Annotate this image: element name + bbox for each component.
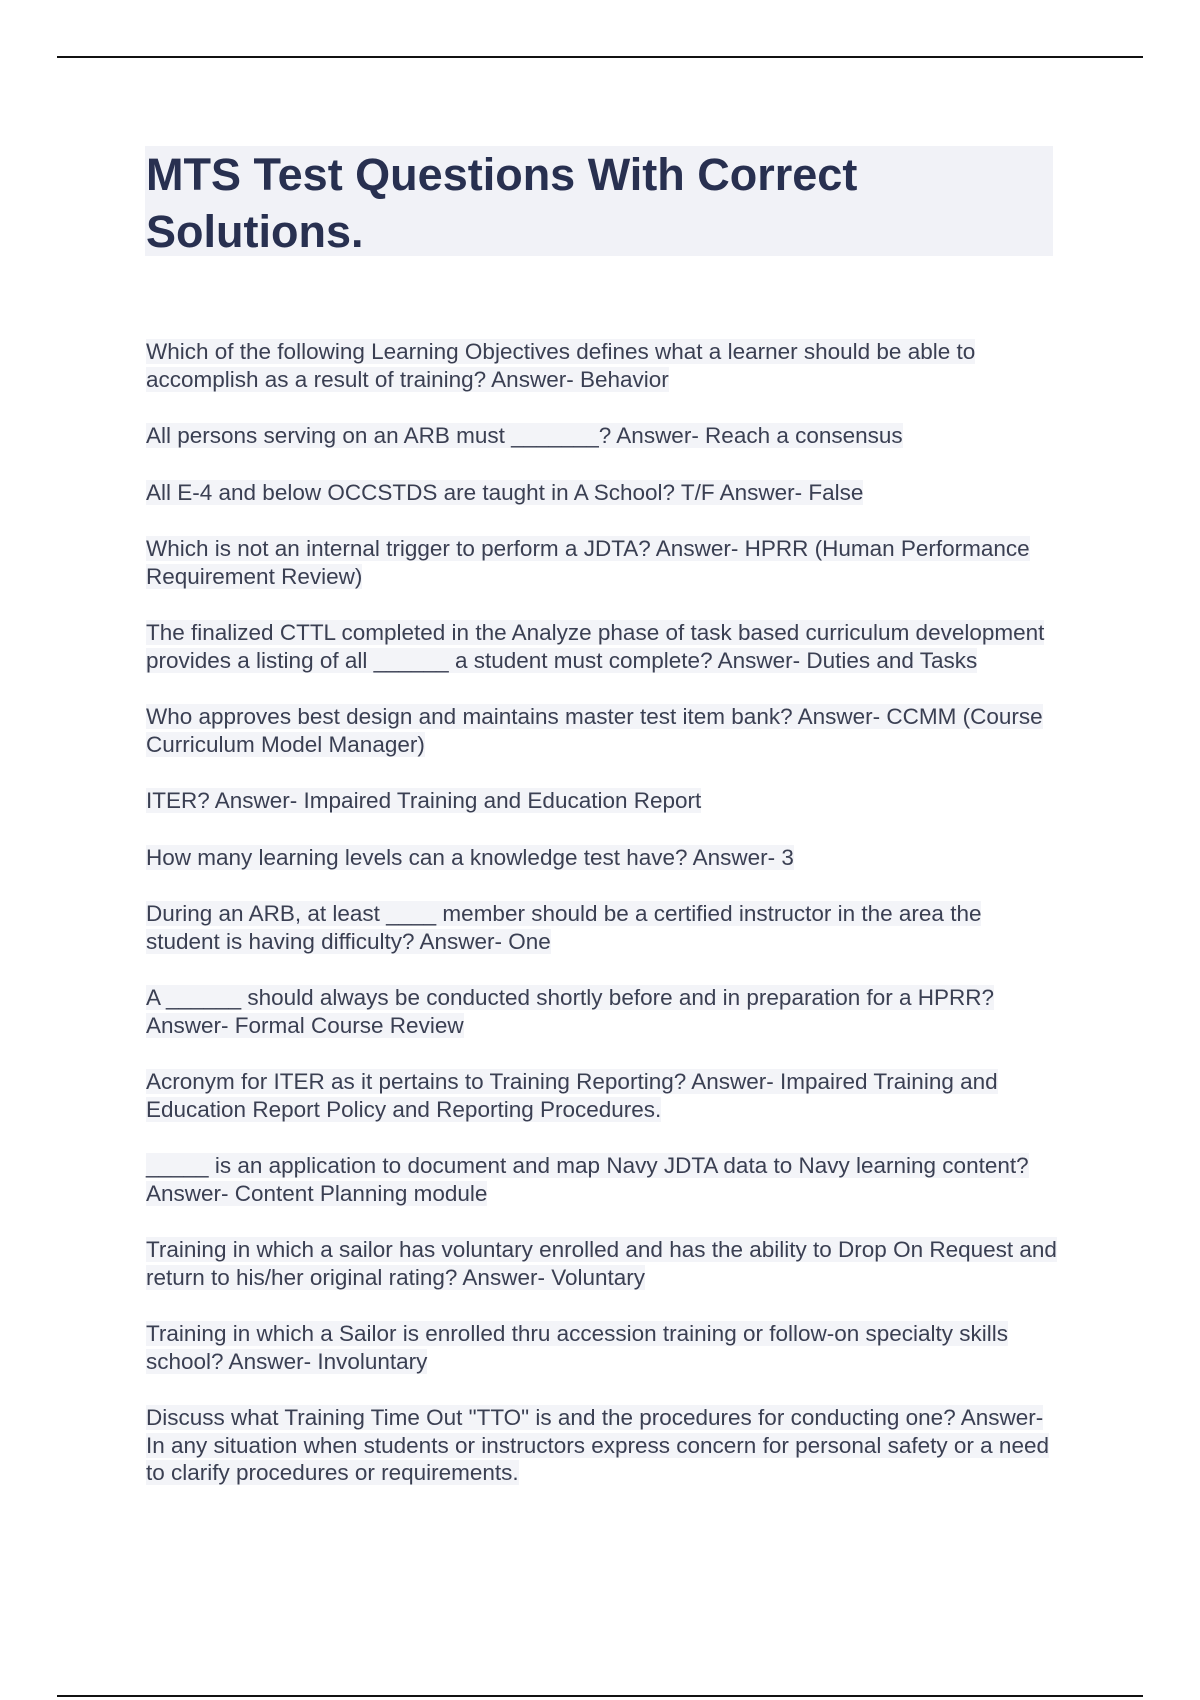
qa-item xyxy=(146,422,1061,450)
qa-text: _____ is an application to document and map Navy JDTA data to Navy learning content? Answer- Content Planning module xyxy=(146,1153,1029,1206)
qa-text: All persons serving on an ARB must _______? Answer- Reach a consensus xyxy=(146,423,903,448)
qa-item xyxy=(146,1404,1061,1487)
qa-text: The finalized CTTL completed in the Analyze phase of task based curriculum development provides a listing of all ______ a student must complete? Answer- Duties and Tasks xyxy=(146,620,1045,673)
qa-text: Discuss what Training Time Out "TTO" is and the procedures for conducting one? Answer- In any situation when students or instructors express concern for personal safety or a need to clarify procedures or requirements. xyxy=(146,1405,1049,1485)
qa-text: ITER? Answer- Impaired Training and Education Report xyxy=(146,788,702,813)
qa-text: Training in which a sailor has voluntary enrolled and has the ability to Drop On Request and return to his/her original rating? Answer- Voluntary xyxy=(146,1237,1057,1290)
document-title: MTS Test Questions With Correct Solutions. xyxy=(146,149,858,257)
qa-item xyxy=(146,1320,1061,1375)
qa-text: Acronym for ITER as it pertains to Training Reporting? Answer- Impaired Training and Education Report Policy and Reporting Procedures. xyxy=(146,1069,998,1122)
qa-item xyxy=(146,338,1061,393)
qa-text: How many learning levels can a knowledge test have? Answer- 3 xyxy=(146,844,794,870)
qa-text: All E-4 and below OCCSTDS are taught in A School? T/F Answer- False xyxy=(146,479,864,505)
qa-item xyxy=(146,787,1061,815)
qa-text: Who approves best design and maintains master test item bank? Answer- CCMM (Course Curriculum Model Manager) xyxy=(146,704,1043,757)
qa-text: During an ARB, at least ____ member should be a certified instructor in the area the student is having difficulty? Answer- One xyxy=(146,901,982,954)
bottom-rule xyxy=(57,1695,1143,1697)
qa-item xyxy=(146,703,1061,758)
qa-list xyxy=(146,338,1061,1516)
qa-text: Which is not an internal trigger to perform a JDTA? Answer- HPRR (Human Performance Requirement Review) xyxy=(146,536,1030,589)
qa-item xyxy=(146,844,1061,872)
qa-item xyxy=(146,984,1061,1039)
qa-item xyxy=(146,479,1061,507)
qa-text: Training in which a Sailor is enrolled thru accession training or follow-on specialty skills school? Answer- Involuntary xyxy=(146,1321,1009,1374)
qa-item xyxy=(146,619,1061,674)
qa-text: A ______ should always be conducted shortly before and in preparation for a HPRR? Answer- Formal Course Review xyxy=(146,985,995,1038)
qa-item xyxy=(146,1236,1061,1291)
qa-item xyxy=(146,900,1061,955)
top-rule xyxy=(57,56,1143,58)
qa-text: Which of the following Learning Objectives defines what a learner should be able to accomplish as a result of training? Answer- Behavior xyxy=(146,339,976,392)
qa-item xyxy=(146,1152,1061,1207)
qa-item xyxy=(146,535,1061,590)
qa-item xyxy=(146,1068,1061,1123)
